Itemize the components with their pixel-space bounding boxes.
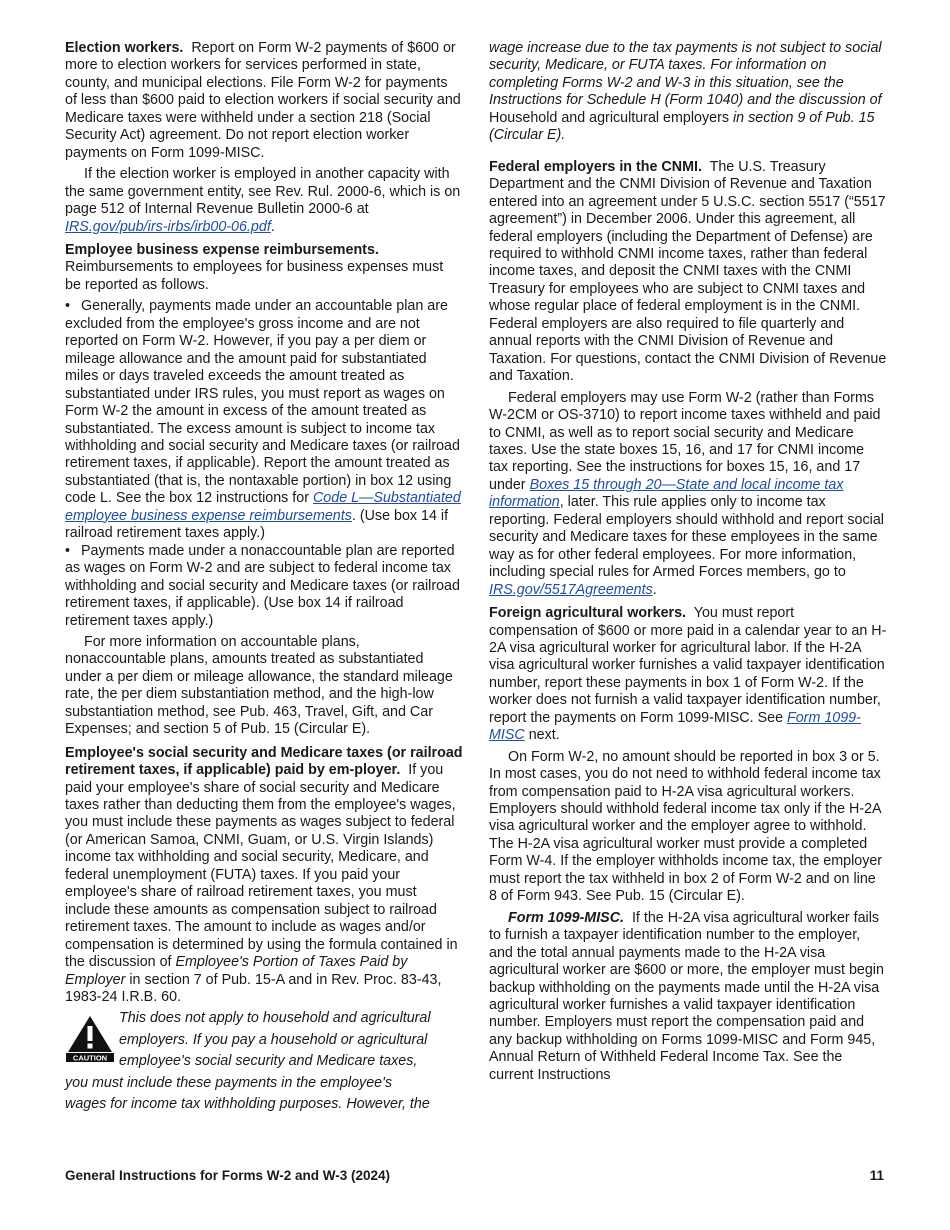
italic-text: wage increase due to the tax payments is not subject to social security, Medicare, or FUTA taxes. For information on completing Forms W-2 and W-3 in this situation, see the Instructions for Schedule H (Form 1040) and the discussion of bbox=[489, 40, 882, 109]
bullet-icon: • bbox=[65, 298, 71, 315]
5517-agreements-link[interactable]: IRS.gov/5517Agreements bbox=[489, 581, 653, 598]
paragraph-text-after: in section 7 of Pub. 15-A and in Rev. Proc. 83-43, 1983-24 I.R.B. 60. bbox=[65, 971, 442, 1006]
cnmi-paragraph bbox=[489, 159, 887, 386]
paragraph-text: On Form W-2, no amount should be reported in box 3 or 5. In most cases, you do not need to withhold federal income tax from compensation paid to H-2A visa agricultural workers. Employers should withhold federal income tax only if the H-2A visa agricultural worker and the employer agree to withhold. The H-2A visa agricultural worker must provide a completed Form W-4. If the employer withholds income tax, the employer must report the tax withheld in box 2 of Form W-2 and on line 8 of Form 943. See Pub. 15 (Circular E). bbox=[489, 748, 883, 905]
paragraph-text-after: , later. This rule applies only to income tax reporting. Federal employers should withhold and report social security and Medicare taxes for these employees in the same way as for other federal employees. For more information, including special rules for Armed Forces members, go to bbox=[489, 494, 884, 581]
caution-line: you must include these payments in the employee's bbox=[65, 1074, 392, 1091]
code-l-link[interactable]: Code L—Substantiated employee business expense reimbursements bbox=[65, 490, 461, 524]
continued-caution-paragraph bbox=[489, 40, 887, 145]
paragraph-text: If the H-2A visa agricultural worker fails to furnish a taxpayer identification number to the employer, and the total annual payments made to the H-2A visa agricultural worker are $600 or more, the employer must begin backup withholding on the payments made until the H-2A visa agricultural worker furnishes a valid taxpayer identification number. Employers must report the compensation paid and any backup withholding on Forms 1099-MISC and Form 945, Annual Return of Withheld Federal Income Tax. See the current Instructions bbox=[489, 909, 884, 1083]
election-workers-text: Report on Form W-2 payments of $600 or more to election workers for services performed in state, county, and municipal elections. File Form W-2 for payments of less than $600 paid to election workers if social security and Medicare taxes were withheld under a section 218 (Social Security Act) agreement. Do not report election worker payments on Form 1099-MISC. bbox=[65, 40, 461, 161]
caution-line: employee's social security and Medicare taxes, bbox=[119, 1053, 418, 1070]
caution-line: employers. If you pay a household or agricultural bbox=[119, 1031, 428, 1048]
paragraph-text: If the election worker is employed in another capacity with the same government entity, see Rev. Rul. 2000-6, which is on page 512 of Internal Revenue Bulletin 2000-6 at bbox=[65, 166, 461, 218]
italic-text-after: in section 9 of Pub. 15 (Circular E). bbox=[489, 109, 875, 144]
cnmi-heading: Federal employers in the CNMI. bbox=[489, 158, 702, 175]
boxes-15-20-link[interactable]: Boxes 15 through 20—State and local income tax information bbox=[489, 476, 844, 511]
h2a-withholding-paragraph bbox=[489, 749, 887, 906]
form-1099-misc-link[interactable]: Form 1099-MISC bbox=[489, 709, 861, 744]
business-expense-paragraph bbox=[65, 242, 463, 294]
election-workers-paragraph bbox=[65, 40, 463, 162]
business-expense-heading: Employee business expense reimbursements. bbox=[65, 241, 379, 258]
accountable-plans-info-paragraph bbox=[65, 634, 463, 739]
caution-line: This does not apply to household and agricultural bbox=[119, 1010, 431, 1027]
bullet-item-nonaccountable bbox=[65, 543, 463, 630]
paragraph-text-after: next. bbox=[528, 727, 560, 744]
election-worker-other-capacity-paragraph: If the election worker is employed in another capacity with the same government entity, see Rev. Rul. 2000-6, which is on page 512 of Internal Revenue Bulletin 2000-6 at IRS.gov/pub/irs-irbs/irb00-06.pdf. bbox=[65, 166, 461, 235]
left-column bbox=[65, 40, 463, 1118]
form-1099-misc-heading: Form 1099-MISC. bbox=[508, 909, 624, 926]
bullet-text: Payments made under a nonaccountable plan are reported as wages on Form W-2 and are subject to federal income tax withholding and social security and Medicare taxes (or railroad retirement taxes, if applicable). (Use box 14 if railroad retirement taxes apply.) bbox=[65, 542, 460, 629]
right-column bbox=[489, 40, 887, 1088]
paragraph-text: Reimbursements to employees for business expenses must be reported as follows. bbox=[65, 259, 444, 293]
employee-taxes-paid-heading: Employee's social security and Medicare taxes (or railroad retirement taxes, if applicable) paid by em-ployer. bbox=[65, 744, 463, 779]
irb00-06-link[interactable]: IRS.gov/pub/irs-irbs/irb00-06.pdf bbox=[65, 218, 271, 235]
employee-taxes-paid-paragraph bbox=[65, 745, 463, 1007]
footer-title: General Instructions for Forms W-2 and W-3 (2024) bbox=[65, 1168, 391, 1183]
paragraph-text: For more information on accountable plans, nonaccountable plans, amounts treated as substantiated under a per diem or mileage allowance, the standard mileage rate, the per diem substantiation method, and the high-low substantiation method, see Pub. 463, Travel, Gift, and Car Expenses; and section 5 of Pub. 15 (Circular E). bbox=[65, 633, 453, 738]
foreign-agricultural-paragraph bbox=[489, 605, 887, 745]
caution-icon bbox=[65, 1014, 115, 1062]
form-1099-misc-paragraph bbox=[489, 910, 887, 1085]
bullet-text-after: . (Use box 14 if railroad retirement taxes apply.) bbox=[65, 507, 449, 542]
paragraph-text: Federal employers may use Form W-2 (rather than Forms W-2CM or OS-3710) to report income taxes withheld and paid to CNMI, as well as to report social security and Medicare taxes. Use the state boxes 15, 16, and 17 for CNMI income tax reporting. See the instructions for boxes 15, 16, and 17 under bbox=[489, 389, 881, 493]
election-workers-heading: Election workers. bbox=[65, 40, 184, 56]
caution-label: CAUTION bbox=[72, 1053, 108, 1063]
bullet-text: Generally, payments made under an accountable plan are excluded from the employee's gross income and are not reported on Form W-2. However, if you pay a per diem or mileage allowance and the amount paid for substantiated miles or days traveled exceeds the amount treated as substantiated under IRS rules, you must report as wages on Form W-2 the amount in excess of the amount treated as substantiated. The excess amount is subject to income tax withholding and social security and Medicare taxes (or railroad retirement taxes, if applicable). Report the amount treated as substantiated (that is, the nontaxable portion) in box 12 using code L. See the box 12 instructions for bbox=[65, 298, 460, 507]
foreign-agricultural-heading: Foreign agricultural workers. bbox=[489, 605, 687, 622]
page-number: 11 bbox=[869, 1168, 884, 1183]
normal-text: Household and agricultural employers bbox=[489, 109, 730, 126]
paragraph-text: You must report compensation of $600 or more paid in a calendar year to an H-2A visa agricultural worker for agricultural labor. If the H-2A visa agricultural worker furnishes a valid taxpayer identification number, report these payments in box 1 of Form W-2. If the worker does not furnish a valid taxpayer identification number, report the payments on Form 1099-MISC. See bbox=[489, 605, 887, 726]
caution-note bbox=[65, 1010, 463, 1113]
bullet-item-accountable bbox=[65, 298, 463, 542]
paragraph-text: The U.S. Treasury Department and the CNMI Division of Revenue and Taxation entered into an agreement under 5 U.S.C. section 5517 (“5517 agreement”) in December 2006. Under this agreement, all federal employers (including the Department of Defense) are required to withhold CNMI income taxes, rather than federal income taxes, and deposit the CNMI taxes with the CNMI Treasury for employees who are subject to CNMI taxes and whose regular place of federal employment is in the CNMI. Federal employers are also required to file quarterly and annual reports with the CNMI Division of Revenue and Taxation. For questions, contact the CNMI Division of Revenue and Taxation. bbox=[489, 158, 887, 385]
paragraph-text: If you paid your employee's share of social security and Medicare taxes rather than deducting them from the employee's wages, you must include these payments as wages subject to federal (or American Samoa, CNMI, Guam, or U.S. Virgin Islands) income tax withholding and social security, Medicare, and federal unemployment (FUTA) taxes. If you paid your employee's share of railroad retirement taxes, you must include these amounts as compensation subject to railroad retirement taxes. The amount to include as wages and/or compensation is determined by using the formula contained in the discussion of bbox=[65, 762, 458, 971]
cnmi-form-w2-paragraph: Federal employers may use Form W-2 (rather than Forms W-2CM or OS-3710) to report income taxes withheld and paid to CNMI, as well as to report social security and Medicare taxes. Use the state boxes 15, 16, and 17 for CNMI income tax reporting. See the instructions for boxes 15, 16, and 17 under Boxes 15 through 20—State and local income tax information, later. This rule applies only to income tax reporting. Federal employers should withhold and report social security and Medicare taxes for these employees in the same way as for other federal employees. For more information, including special rules for Armed Forces members, go to IRS.gov/5517Agreements. bbox=[489, 389, 884, 598]
italic-reference: Employee's Portion of Taxes Paid by Employer bbox=[65, 954, 408, 988]
caution-line: wages for income tax withholding purposes. However, the bbox=[65, 1096, 430, 1113]
bullet-icon: • bbox=[65, 542, 71, 559]
